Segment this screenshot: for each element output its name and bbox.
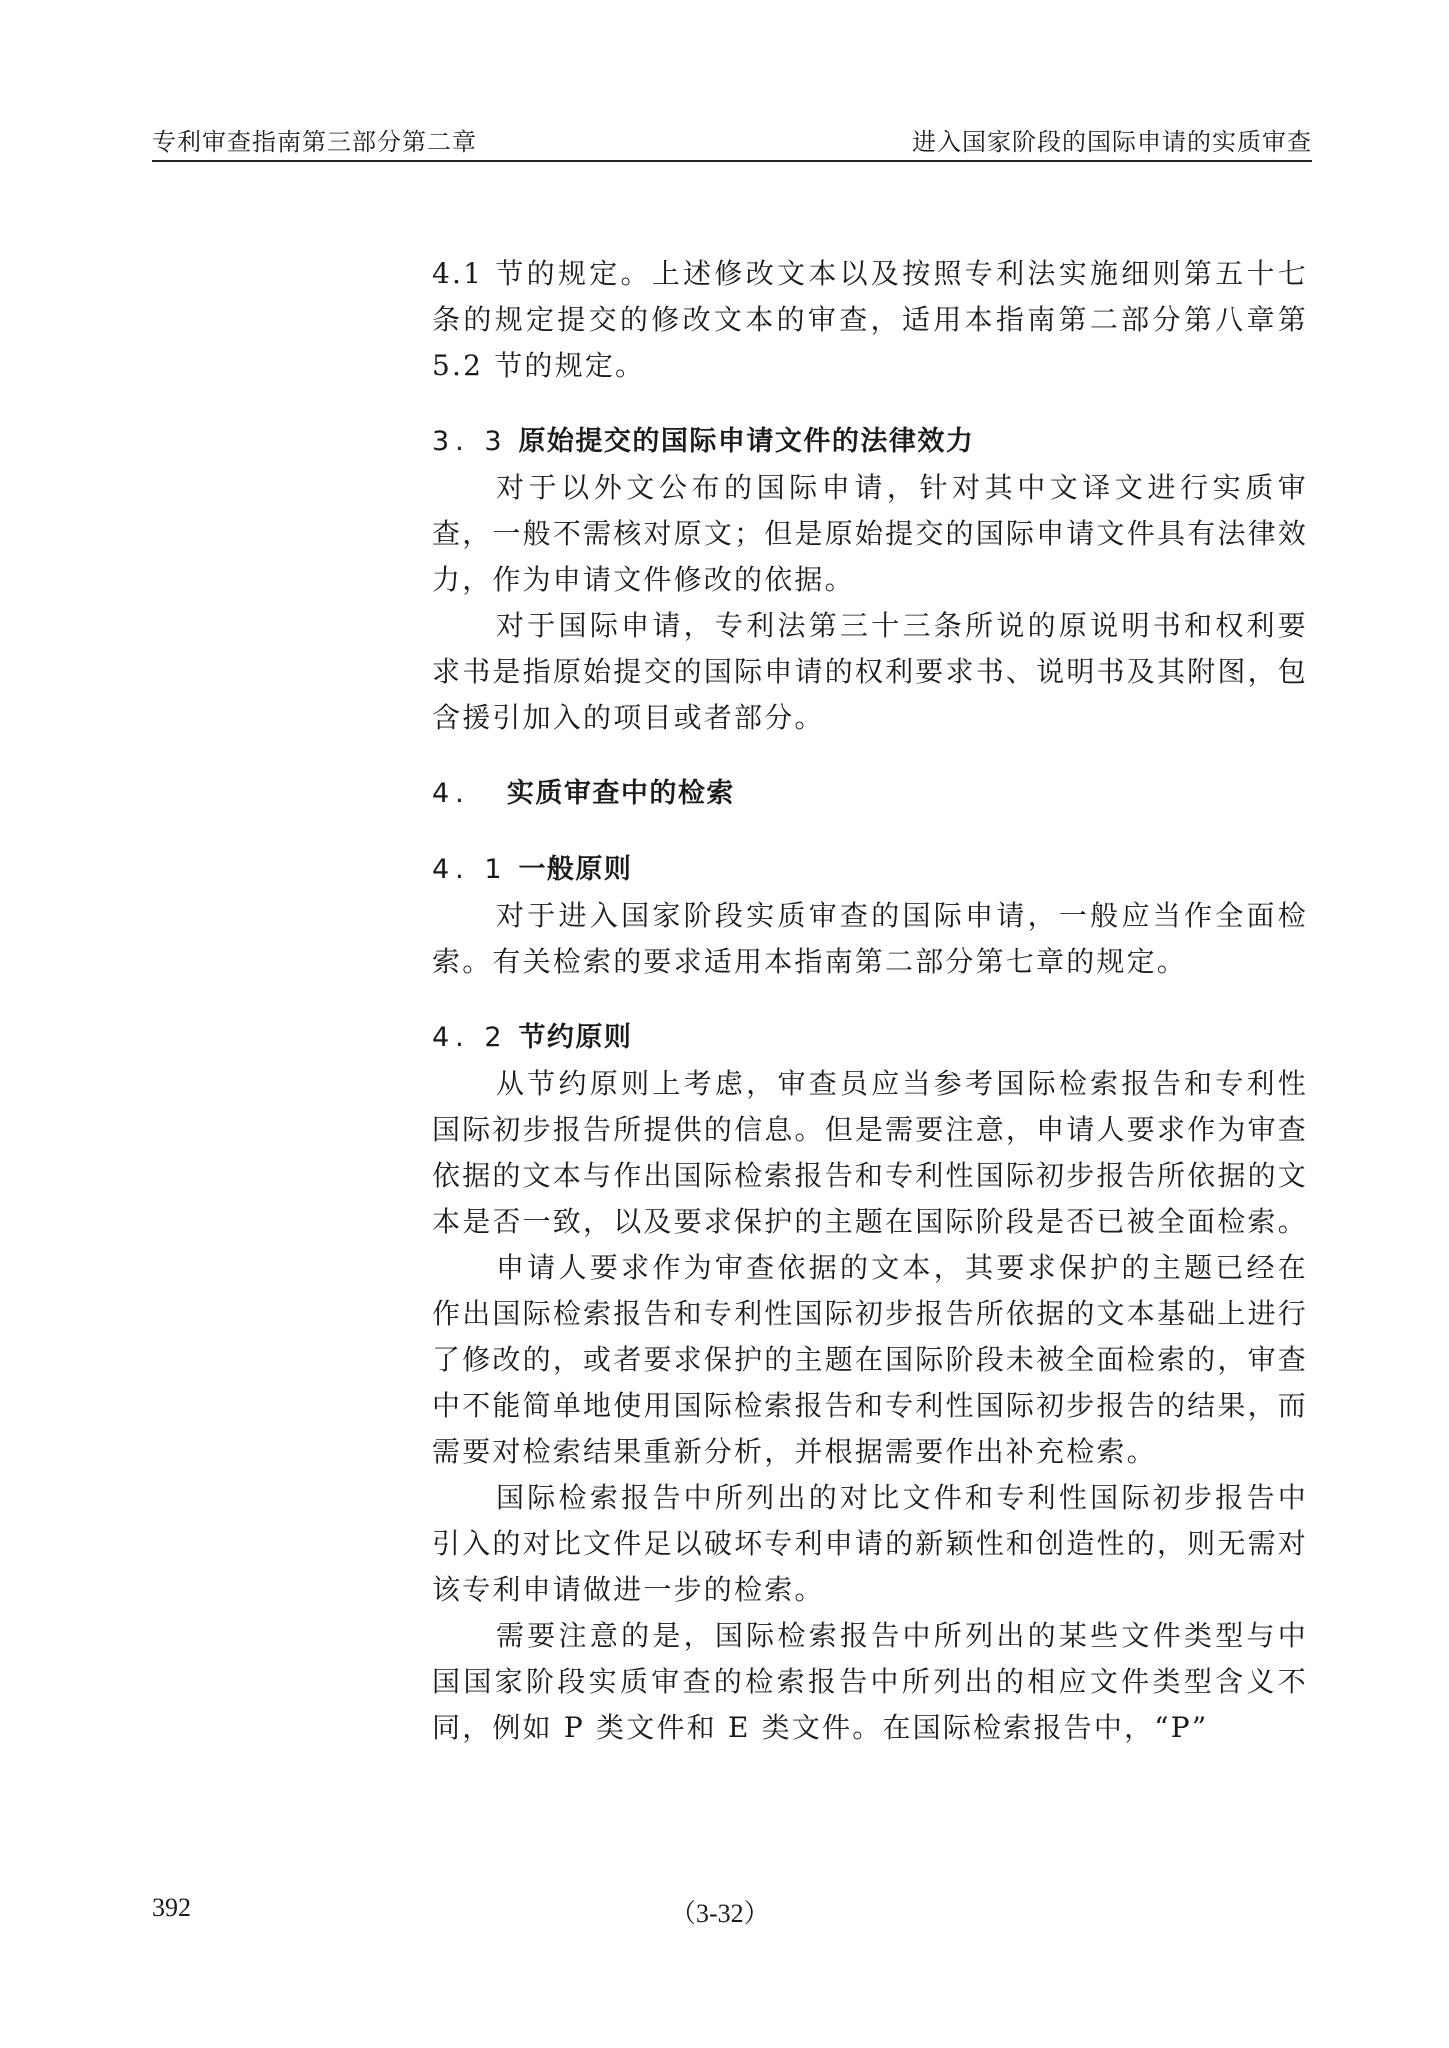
paragraph: 从节约原则上考虑，审查员应当参考国际检索报告和专利性国际初步报告所提供的信息。但是需要注意，申请人要求作为审查依据的文本与作出国际检索报告和专利性国际初步报告所依据的文本是否一致，以及要求保护的主题在国际阶段是否已被全面检索。 [432,1067,1308,1238]
header-chapter-title: 专利审查指南第三部分第二章 [152,128,477,156]
running-header [152,118,1312,162]
section-heading-4-2 [432,1015,1308,1061]
section-title: 原始提交的国际申请文件的法律效力 [518,426,975,457]
paragraph: 对于以外文公布的国际申请，针对其中文译文进行实质审查，一般不需核对原文；但是原始提交的国际申请文件具有法律效力，作为申请文件修改的依据。 [432,471,1308,596]
section-number: 4. 2 [432,1022,508,1053]
page-body [432,251,1308,1751]
section-heading-4-1 [432,847,1308,893]
paragraph: 申请人要求作为审查依据的文本，其要求保护的主题已经在作出国际检索报告和专利性国际初步报告所依据的文本基础上进行了修改的，或者要求保护的主题在国际阶段未被全面检索的，审查中不能简单地使用国际检索报告和专利性国际初步报告的结果，而需要对检索结果重新分析，并根据需要作出补充检索。 [432,1251,1308,1468]
section-title: 实质审查中的检索 [506,778,735,809]
paragraph: 对于国际申请，专利法第三十三条所说的原说明书和权利要求书是指原始提交的国际申请的权利要求书、说明书及其附图，包含援引加入的项目或者部分。 [432,609,1308,734]
section-number: 4. 1 [432,854,508,885]
section-title: 一般原则 [518,854,633,885]
header-section-title: 进入国家阶段的国际申请的实质审查 [912,128,1312,156]
section-number: 3. 3 [432,426,508,457]
paragraph: 对于进入国家阶段实质审查的国际申请，一般应当作全面检索。有关检索的要求适用本指南第二部分第七章的规定。 [432,899,1308,978]
paragraph: 需要注意的是，国际检索报告中所列出的某些文件类型与中国国家阶段实质审查的检索报告中所列出的相应文件类型含义不同，例如 P 类文件和 E 类文件。在国际检索报告中，“P” [432,1619,1308,1744]
section-title: 节约原则 [518,1022,633,1053]
section-page-reference: （3-32） [670,1899,770,1928]
paragraph: 国际检索报告中所列出的对比文件和专利性国际初步报告中引入的对比文件足以破坏专利申请的新颖性和创造性的，则无需对该专利申请做进一步的检索。 [432,1481,1308,1606]
section-heading-4 [432,771,1308,817]
section-heading-3-3 [432,419,1308,465]
paragraph: 4.1 节的规定。上述修改文本以及按照专利法实施细则第五十七条的规定提交的修改文本的审查，适用本指南第二部分第八章第 5.2 节的规定。 [432,257,1308,382]
section-number: 4. [432,778,470,809]
page-number: 392 [152,1893,191,1922]
